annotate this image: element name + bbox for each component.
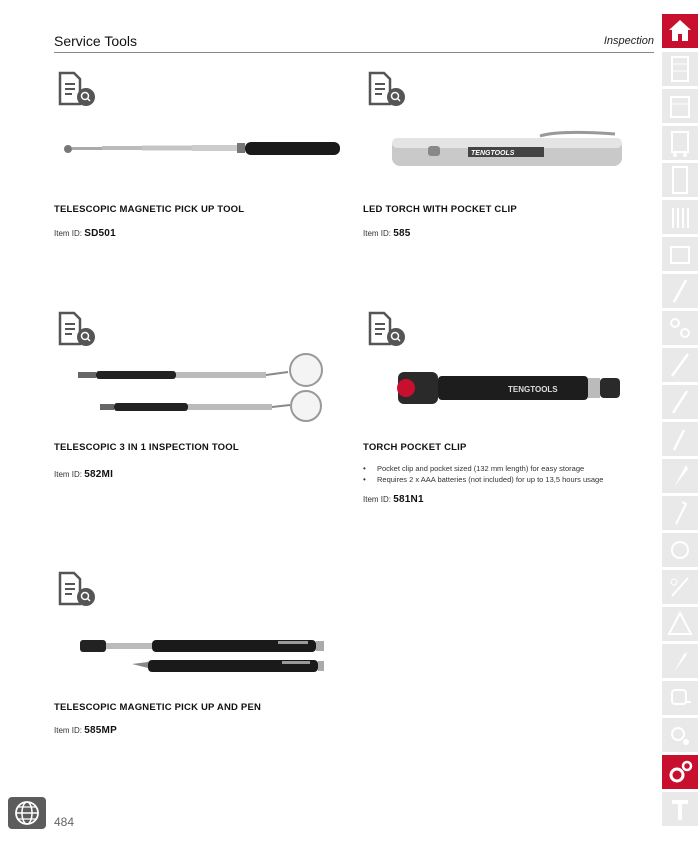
item-id: Item ID: SD501: [54, 228, 116, 239]
tape-measure-icon: [662, 681, 698, 715]
item-id-value: SD501: [84, 228, 116, 239]
wrench-icon: [662, 348, 698, 382]
language-globe-button[interactable]: [8, 797, 46, 829]
saw-icon: [662, 570, 698, 604]
category-tab[interactable]: [662, 385, 698, 419]
product-feature-list: [363, 463, 603, 485]
section-title: Inspection: [603, 35, 654, 47]
product-image-inspection-tool: [74, 352, 334, 429]
category-tab[interactable]: [662, 237, 698, 271]
item-id-value: 585MP: [84, 725, 117, 736]
item-id: Item ID: 581N1: [363, 494, 424, 505]
category-tab[interactable]: [662, 311, 698, 345]
knife-icon: [662, 644, 698, 678]
item-id: Item ID: 582MI: [54, 469, 114, 480]
category-tab[interactable]: [662, 607, 698, 641]
product-image-pickup-tool: [62, 130, 342, 175]
product-image-led-torch: [390, 128, 626, 177]
item-id-value: 581N1: [393, 494, 424, 505]
product-document-icon[interactable]: [366, 70, 406, 110]
hammer-icon: [662, 422, 698, 456]
category-tab[interactable]: [662, 200, 698, 234]
product-image-pocket-torch: [396, 366, 624, 415]
item-id-value: 585: [393, 228, 411, 239]
product-document-icon[interactable]: [366, 310, 406, 350]
category-tab[interactable]: [662, 496, 698, 530]
category-sidebar: [660, 14, 700, 834]
feature-item: • Pocket clip and pocket sized (132 mm length) for easy storage: [363, 463, 603, 474]
sockets-icon: [662, 311, 698, 345]
page-title: Service Tools: [54, 33, 138, 49]
product-document-icon[interactable]: [56, 310, 96, 350]
home-icon: [662, 14, 698, 48]
category-tab[interactable]: [662, 644, 698, 678]
category-tab[interactable]: [662, 163, 698, 197]
category-tab[interactable]: [662, 52, 698, 86]
category-tab[interactable]: [662, 422, 698, 456]
warning-icon: [662, 607, 698, 641]
product-name: TELESCOPIC MAGNETIC PICK UP TOOL: [54, 204, 245, 215]
product-name: TORCH POCKET CLIP: [363, 442, 467, 453]
category-tab[interactable]: [662, 459, 698, 493]
power-tool-icon: [662, 718, 698, 752]
category-tab[interactable]: [662, 533, 698, 567]
category-tab[interactable]: [662, 348, 698, 382]
storage-icon: [662, 163, 698, 197]
category-tab[interactable]: [662, 792, 698, 826]
category-tab[interactable]: [662, 718, 698, 752]
product-name: TELESCOPIC MAGNETIC PICK UP AND PEN: [54, 702, 262, 713]
globe-icon: [8, 797, 46, 829]
trolley-icon: [662, 126, 698, 160]
cutter-icon: [662, 459, 698, 493]
header-divider: [54, 52, 654, 53]
category-tab[interactable]: [662, 570, 698, 604]
item-id: Item ID: 585MP: [54, 725, 117, 736]
screwdriver-set-icon: [662, 200, 698, 234]
category-tab[interactable]: [662, 681, 698, 715]
product-document-icon[interactable]: [56, 570, 96, 610]
product-document-icon[interactable]: [56, 70, 96, 110]
item-id: Item ID: 585: [363, 228, 411, 239]
pliers-icon: [662, 274, 698, 308]
feature-item: • Requires 2 x AAA batteries (not included) for up to 13,5 hours usage: [363, 474, 603, 485]
torch-brand-label: TENGTOOLS: [508, 385, 558, 394]
hand-tool-icon: [662, 792, 698, 826]
toolbox-icon: [662, 237, 698, 271]
product-name: LED TORCH WITH POCKET CLIP: [363, 204, 517, 215]
category-tab[interactable]: [662, 274, 698, 308]
hex-key-icon: [662, 496, 698, 530]
home-tab[interactable]: [662, 14, 698, 48]
product-name: TELESCOPIC 3 IN 1 INSPECTION TOOL: [54, 442, 239, 453]
category-tab[interactable]: [662, 89, 698, 123]
page-number: 484: [54, 815, 75, 829]
category-tab[interactable]: [662, 126, 698, 160]
spanner-icon: [662, 385, 698, 419]
tool-cabinet-icon: [662, 52, 698, 86]
clamp-icon: [662, 533, 698, 567]
torch-brand-label: TENGTOOLS: [471, 150, 515, 157]
service-tools-icon: [662, 755, 698, 789]
category-tab-service-tools[interactable]: [662, 755, 698, 789]
tool-chest-icon: [662, 89, 698, 123]
item-id-value: 582MI: [84, 469, 114, 480]
product-image-pickup-pen: [78, 636, 328, 681]
